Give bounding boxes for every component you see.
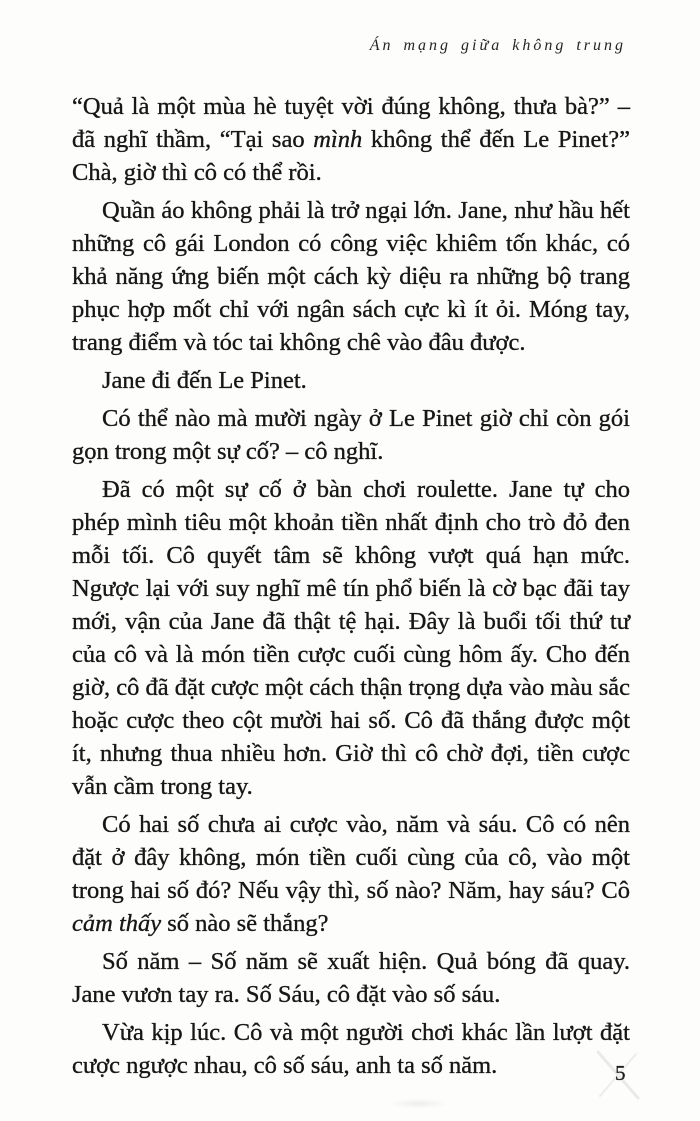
paragraph — [72, 364, 630, 397]
text-run: Vừa kịp lúc. Cô và một người chơi khác lần lượt đặt cược ngược nhau, cô số sáu, anh ta số năm. — [72, 1019, 630, 1079]
paragraph — [72, 808, 630, 940]
paragraph — [72, 1016, 630, 1085]
paragraph — [72, 402, 630, 468]
text-run: không thể đến Le Pinet?” Chà, giờ thì cô có thể rồi. — [72, 126, 630, 186]
page-number-area — [592, 1048, 644, 1100]
paragraph — [72, 945, 630, 1011]
text-run: Quần áo không phải là trở ngại lớn. Jane, như hầu hết những cô gái London có công việc khiêm tốn khác, có khả năng ứng biến một cách kỳ diệu ra những bộ trang phục hợp mốt chỉ với ngân sách cực kì ít ỏi. Móng tay, trang điểm và tóc tai không chê vào đâu được. — [72, 197, 630, 356]
text-run: Jane đi đến Le Pinet. — [102, 367, 307, 394]
paragraph — [72, 473, 630, 803]
paragraph — [72, 90, 630, 189]
text-run: Đã có một sự cố ở bàn chơi roulette. Jane tự cho phép mình tiêu một khoản tiền nhất định cho trò đỏ đen mỗi tối. Cô quyết tâm sẽ không vượt quá hạn mức. Ngược lại với suy nghĩ mê tín phổ biến là cờ bạc đãi tay mới, vận của Jane đã thật tệ hại. Đây là buổi tối thứ tư của cô và là món tiền cược cuối cùng hôm ấy. Cho đến giờ, cô đã đặt cược một cách thận trọng dựa vào màu sắc hoặc cược theo cột mười hai số. Cô đã thắng được một ít, nhưng thua nhiều hơn. Giờ thì cô chờ đợi, tiền cược vẫn cầm trong tay. — [72, 476, 630, 800]
text-run: Có hai số chưa ai cược vào, năm và sáu. Cô có nên đặt ở đây không, món tiền cuối cùng của cô, vào một trong hai số đó? Nếu vậy thì, số nào? Năm, hay sáu? Cô — [72, 811, 630, 904]
paragraph — [72, 194, 630, 359]
running-header: Án mạng giữa không trung — [369, 37, 626, 54]
text-run: Số năm – Số năm sẽ xuất hiện. Quả bóng đã quay. Jane vươn tay ra. Số Sáu, cô đặt vào số sáu. — [72, 948, 630, 1008]
emphasis-text: mình — [313, 126, 363, 153]
emphasis-text: cảm thấy — [72, 910, 162, 937]
page-number: 5 — [615, 1061, 626, 1085]
text-run: số nào sẽ thắng? — [161, 910, 329, 937]
page-body — [72, 90, 630, 1087]
text-run: Có thể nào mà mười ngày ở Le Pinet giờ chỉ còn gói gọn trong một sự cố? – cô nghĩ. — [72, 405, 630, 465]
text-run: “Quả là một mùa hè tuyệt vời đúng không, thưa bà?” – đã nghĩ thầm, “Tại sao — [72, 93, 630, 153]
scan-smudge — [388, 1099, 450, 1108]
